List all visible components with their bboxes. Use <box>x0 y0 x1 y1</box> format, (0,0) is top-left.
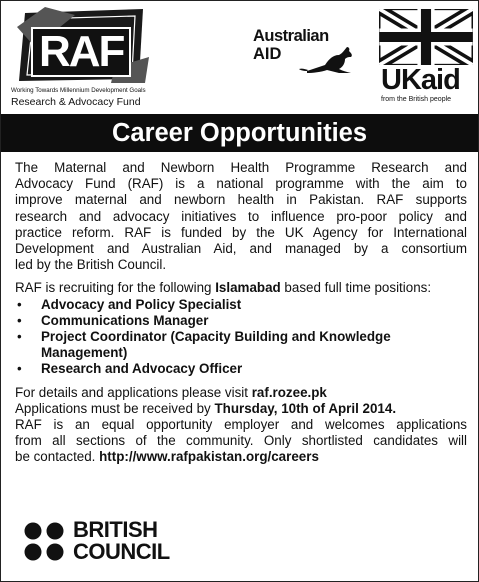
bullet: • <box>17 361 22 377</box>
intro-line: research and advocacy initiatives to influence pro-poor policy and <box>15 208 467 224</box>
recruiting-suffix: based full time positions: <box>280 280 432 296</box>
raf-tagline: Working Towards Millennium Development Goals <box>11 87 146 94</box>
visit-line <box>15 385 467 401</box>
raf-name: Research & Advocacy Fund <box>11 96 141 108</box>
ukaid-logo <box>379 9 475 107</box>
raf-logo <box>7 5 157 109</box>
bullet: • <box>17 312 22 328</box>
intro-paragraph <box>15 160 467 273</box>
kangaroo-icon <box>299 45 365 75</box>
intro-line: improve maternal and newborn health in Pakistan. RAF supports <box>15 192 467 208</box>
position-title: Project Coordinator (Capacity Building and Knowledge Management) <box>41 329 391 361</box>
ukaid-mark: UKaid <box>381 64 460 96</box>
ad-content <box>15 160 467 466</box>
british-council-line1: BRITISH <box>73 517 158 542</box>
british-council-logo <box>23 517 203 567</box>
equal-opportunity-line: from all sections of the community. Only shortlisted candidates will <box>15 433 467 449</box>
recruiting-statement <box>15 280 467 296</box>
ukaid-subtitle: from the British people <box>381 96 452 103</box>
position-item <box>15 297 467 313</box>
recruiting-location: Islamabad <box>215 280 281 296</box>
british-council-dots-icon <box>23 521 67 563</box>
australian-aid-line2: AID <box>253 45 282 63</box>
position-title: Advocacy and Policy Specialist <box>41 296 242 312</box>
intro-line: led by the British Council. <box>15 257 167 273</box>
apply-link[interactable]: raf.rozee.pk <box>251 384 327 400</box>
positions-list <box>15 297 467 378</box>
position-item <box>15 329 467 361</box>
deadline-line <box>15 401 467 417</box>
recruiting-prefix: RAF is recruiting for the following <box>15 280 216 296</box>
raf-mark: RAF <box>31 27 131 77</box>
equal-opportunity-line: RAF is an equal opportunity employer and welcomes applications <box>15 417 467 433</box>
deadline-prefix: Applications must be received by <box>15 400 215 416</box>
application-details <box>15 385 467 466</box>
union-jack-icon <box>379 9 473 65</box>
position-title: Communications Manager <box>41 312 209 328</box>
australian-aid-logo <box>247 25 369 75</box>
visit-prefix: For details and applications please visit <box>15 384 252 400</box>
page-title: Career Opportunities <box>111 119 368 147</box>
intro-line: Advocacy Fund (RAF) is a national programme with the aim to <box>15 176 467 192</box>
contact-prefix: be contacted. <box>15 449 100 465</box>
intro-line: practice reform. RAF is funded by the UK Agency for International <box>15 224 467 240</box>
careers-link[interactable]: http://www.rafpakistan.org/careers <box>99 449 319 465</box>
intro-line: The Maternal and Newborn Health Programme Research and <box>15 160 467 175</box>
position-item <box>15 361 467 377</box>
australian-aid-line1: Australian <box>253 27 329 45</box>
bullet: • <box>17 296 22 312</box>
contact-line <box>15 449 467 465</box>
bullet: • <box>17 329 22 345</box>
intro-line: Development and Australian Aid, and managed by a consortium <box>15 241 467 257</box>
position-title: Research and Advocacy Officer <box>41 361 243 377</box>
deadline-date: Thursday, 10th of April 2014. <box>214 400 397 416</box>
position-item <box>15 313 467 329</box>
title-bar <box>1 114 478 152</box>
british-council-line2: COUNCIL <box>73 539 170 564</box>
